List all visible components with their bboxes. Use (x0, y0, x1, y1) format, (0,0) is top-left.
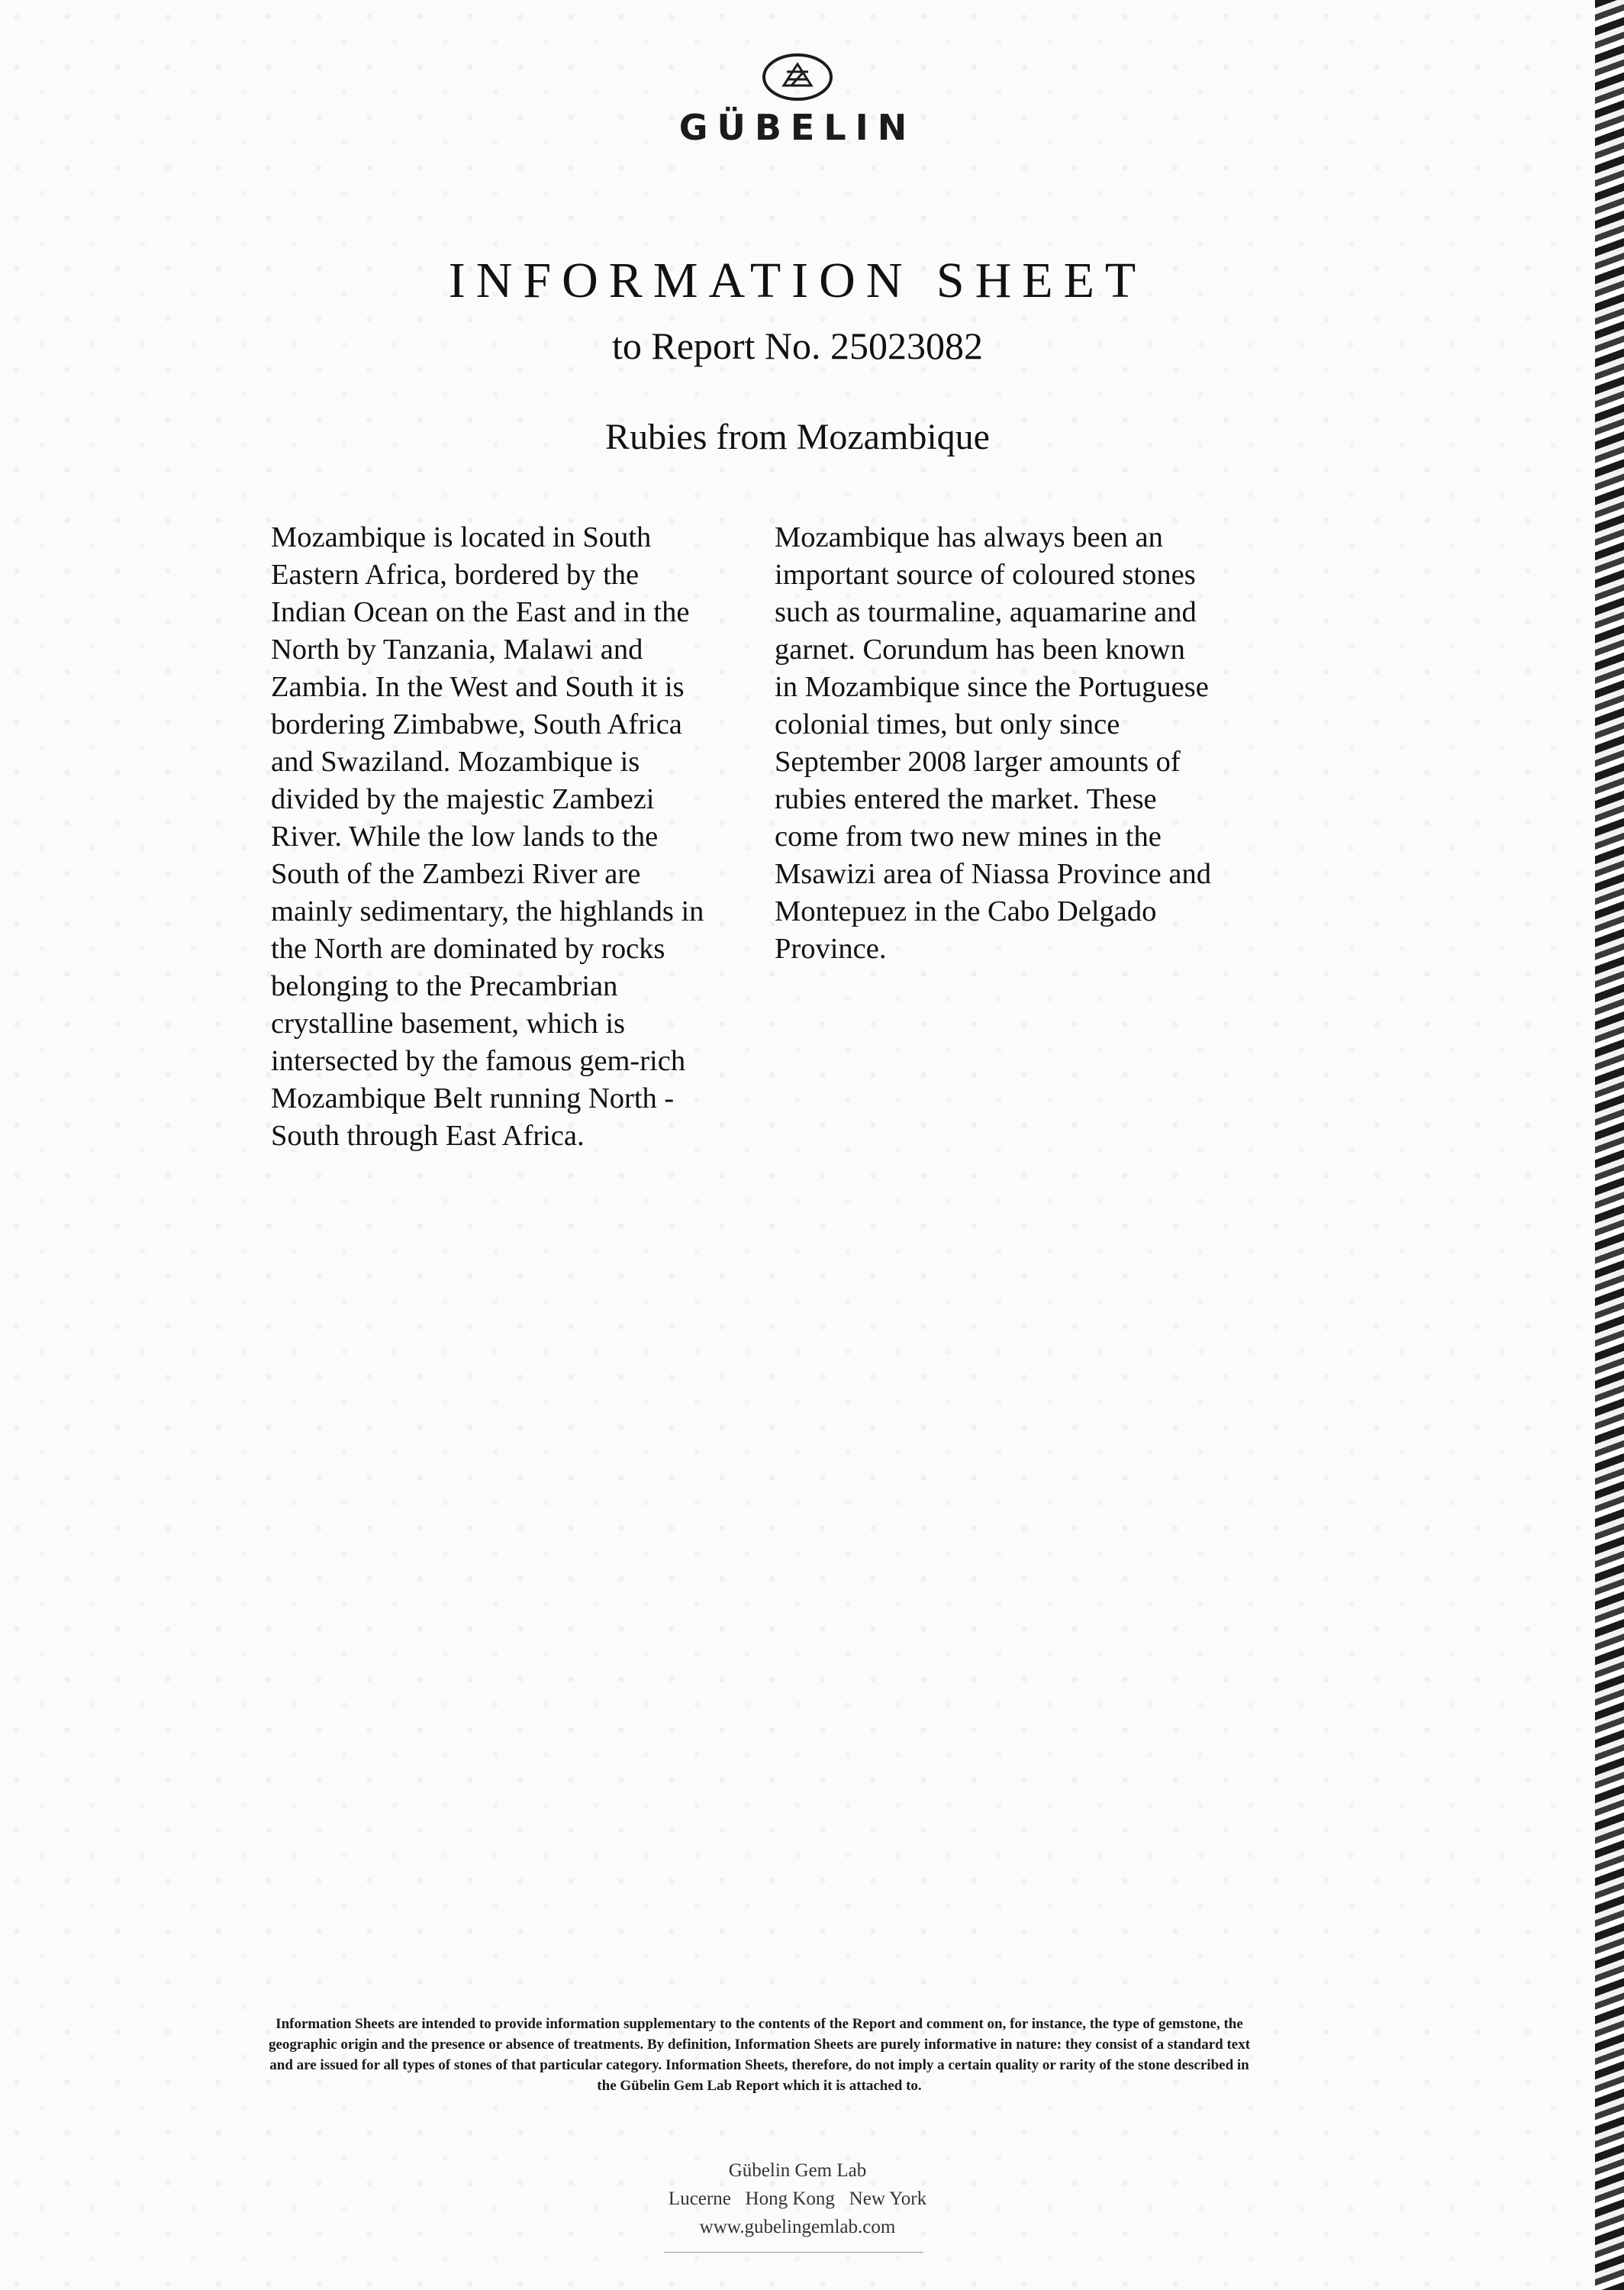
footer-locations: Lucerne Hong Kong New York (668, 2188, 927, 2209)
report-number: to Report No. 25023082 (611, 324, 984, 367)
disclaimer-text: Information Sheets are intended to provide information supplementary to the contents of the Report and comment on, for instance, the type of gemstone, the geographic origin and the presence or absence of treatments. By definition, Information Sheets are purely informative in nature: they consist of a standard text and are issued for all types of stones of that particular category. Information Sheets, therefore, do not imply a certain quality or rarity of the stone described in the Gübelin Gem Lab Report which it is attached to. (268, 2016, 1251, 2094)
gubelin-emblem-icon (761, 52, 834, 102)
body-column-right: Mozambique has always been an important source of coloured stones such as tourmaline, aquamarine and garnet. Corundum has been known in Mozambique since the Portuguese colonial times, but only since September 2008 larger amounts of rubies entered the market. These come from two new mines in the Msawizi area of Niassa Province and Montepuez in the Cabo Delgado Province. (775, 521, 1211, 965)
scanned-page-edge (1595, 0, 1624, 2290)
footer-lab-name: Gübelin Gem Lab (728, 2160, 867, 2181)
page-title: INFORMATION SHEET (448, 253, 1147, 308)
body-column-left: Mozambique is located in South Eastern Africa, bordered by the Indian Ocean on the East and in the North by Tanzania, Malawi and Zambia. In the West and South it is bordering Zimbabwe, South Africa and Swaziland. Mozambique is divided by the majestic Zambezi River. While the low lands to the South of the Zambezi River are mainly sedimentary, the highlands in the North are dominated by rocks belonging to the Precambrian crystalline basement, which is intersected by the famous gem-rich Mozambique Belt running North - South through East Africa. (271, 521, 704, 1152)
footer-website: www.gubelingemlab.com (699, 2217, 896, 2237)
footer (0, 2156, 1595, 2241)
brand-wordmark: GÜBELIN (678, 107, 917, 148)
brand-logo (0, 52, 1595, 148)
footer-divider (664, 2252, 923, 2253)
section-heading: Rubies from Mozambique (605, 417, 990, 457)
